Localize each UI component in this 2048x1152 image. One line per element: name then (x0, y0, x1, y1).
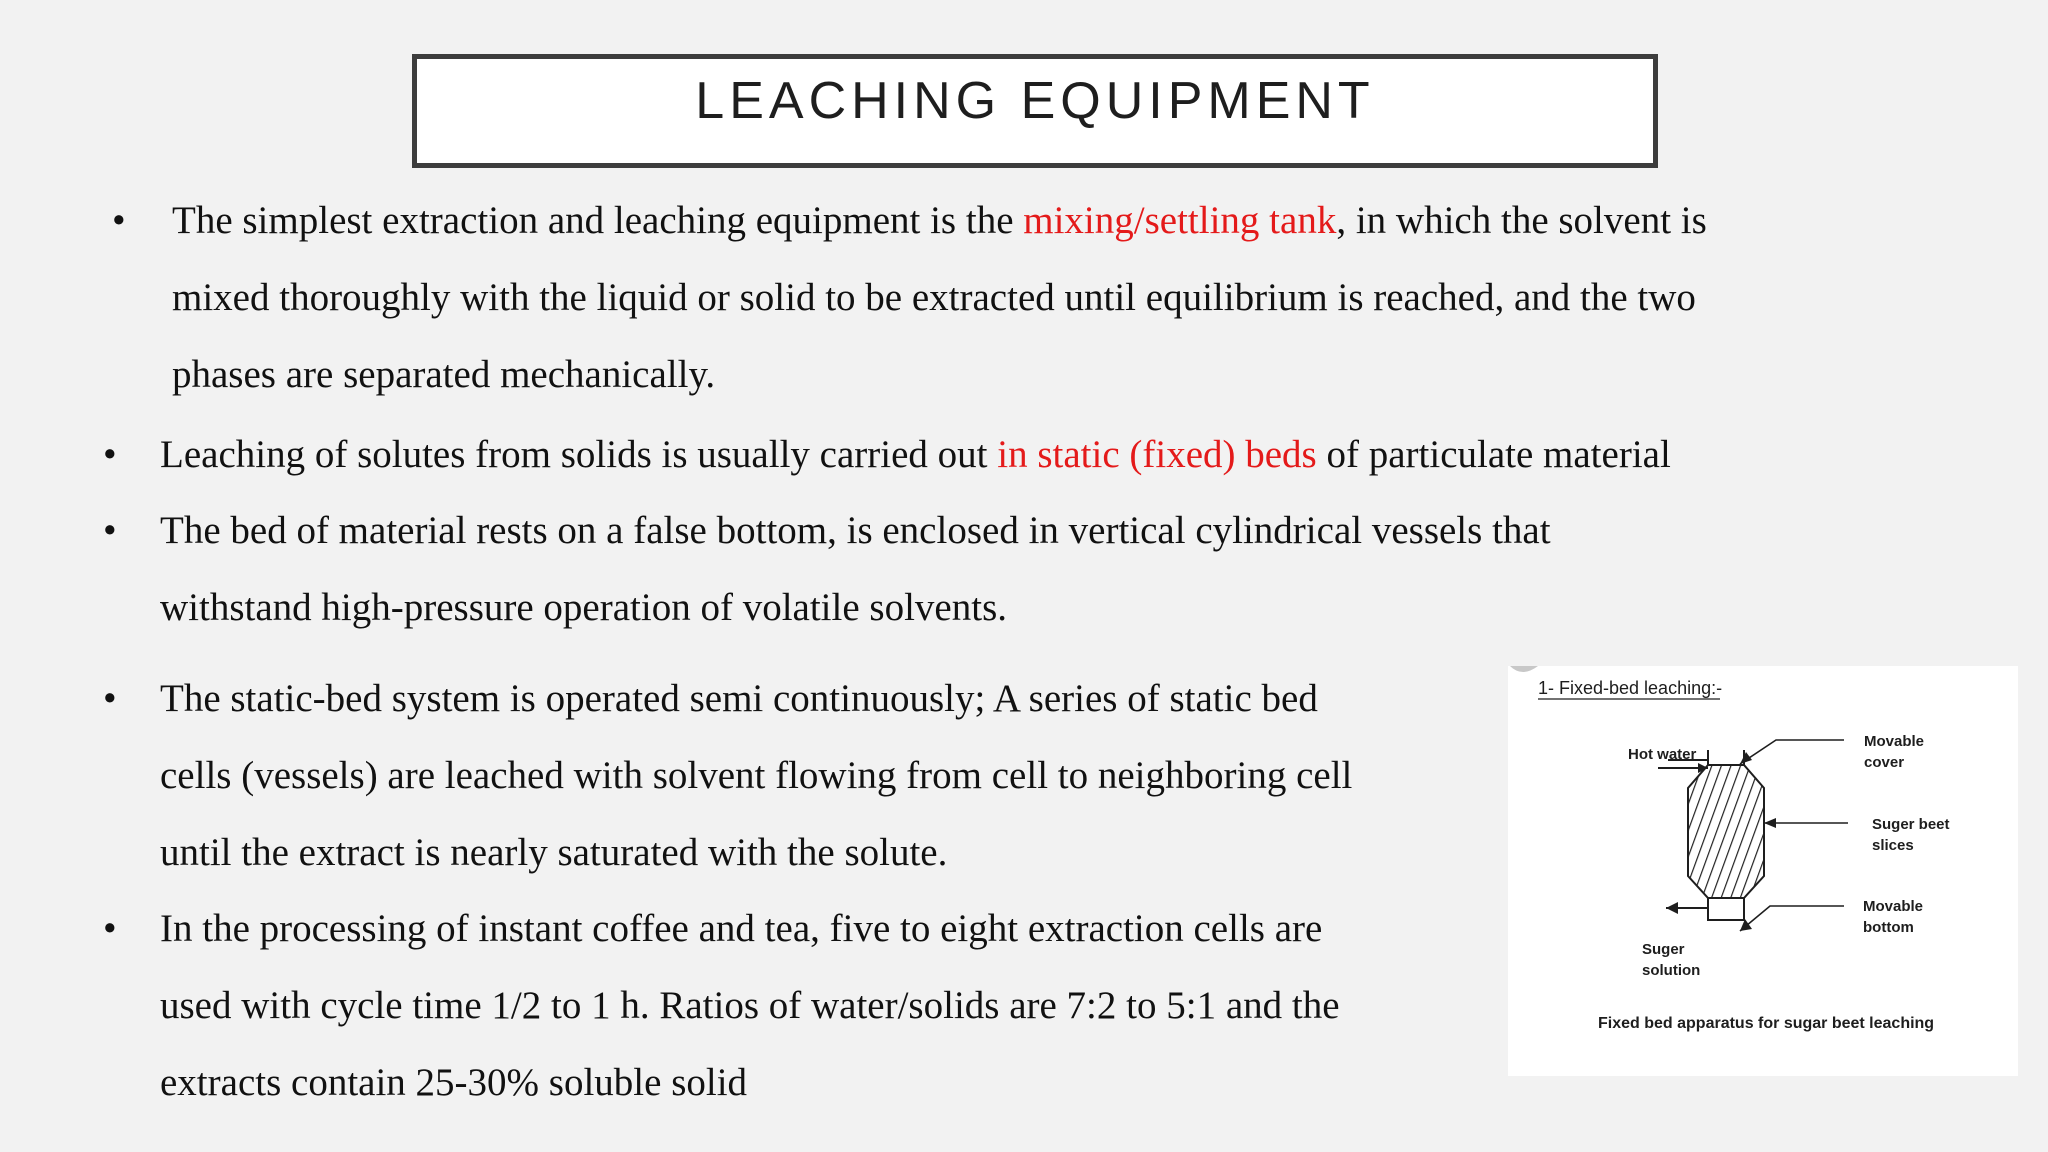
label-slices: slices (1872, 837, 1914, 854)
bullet-1-line-2: mixed thoroughly with the liquid or solid to be extracted until equilibrium is reached, and the two (172, 276, 1696, 319)
bullet-3-line-2: withstand high-pressure operation of volatile solvents. (160, 586, 1007, 629)
bullet-2-text-b: of particulate material (1316, 433, 1671, 476)
label-movable-cover-1: Movable (1864, 733, 1925, 750)
bullet-4-line-1: The static-bed system is operated semi continuously; A series of static bed (160, 677, 1318, 720)
vessel-body (1688, 765, 1764, 898)
vessel-bottom-neck (1708, 898, 1744, 920)
bullet-5-line-3: extracts contain 25-30% soluble solid (160, 1061, 748, 1104)
title-box (412, 54, 1658, 168)
label-movable-bottom-1: Movable (1863, 898, 1924, 915)
bullet-1-text-a: The simplest extraction and leaching equipment is the (172, 199, 1024, 242)
bullet-2-line-1 (160, 416, 1671, 493)
bullet-4-line-3: until the extract is nearly saturated with the solute. (160, 831, 948, 874)
slide-title: LEACHING EQUIPMENT (695, 72, 1375, 130)
leader-cover-arrow (1740, 752, 1752, 764)
label-movable-cover-2: cover (1864, 754, 1905, 771)
label-solution: solution (1642, 962, 1701, 979)
bullet-1-line-3: phases are separated mechanically. (172, 353, 716, 396)
outlet-arrow (1666, 902, 1678, 914)
label-movable-bottom-2: bottom (1863, 919, 1914, 936)
bullet-marker-3: • (103, 509, 117, 552)
figure-caption: Fixed bed apparatus for sugar beet leaching (1598, 1015, 1935, 1032)
bullet-marker-2: • (103, 433, 117, 476)
fixed-bed-figure (1508, 666, 2018, 1076)
bullet-2-text-a: Leaching of solutes from solids is usually carried out (160, 433, 998, 476)
leader-cover (1740, 740, 1844, 764)
label-suger-beet: Suger beet (1872, 816, 1950, 833)
leader-bottom (1740, 906, 1844, 931)
bullet-marker-1: • (112, 199, 126, 242)
figure-heading: 1- Fixed-bed leaching:- (1538, 678, 1723, 698)
fixed-bed-diagram (1508, 666, 2018, 1076)
label-suger: Suger (1642, 941, 1685, 958)
bullet-5-line-1: In the processing of instant coffee and tea, five to eight extraction cells are (160, 907, 1323, 950)
bullet-1-highlight: mixing/settling tank (1023, 199, 1337, 242)
leader-slices-arrow (1764, 818, 1776, 828)
bullet-4-line-2: cells (vessels) are leached with solvent flowing from cell to neighboring cell (160, 754, 1353, 797)
corner-marker (1510, 666, 1538, 672)
bullet-marker-4: • (103, 677, 117, 720)
bullet-1-text-b: , in which the solvent is (1336, 199, 1707, 242)
vessel-top-neck (1708, 750, 1744, 765)
bullet-5-line-2: used with cycle time 1/2 to 1 h. Ratios of water/solids are 7:2 to 5:1 and the (160, 984, 1340, 1027)
bullet-marker-5: • (103, 907, 117, 950)
label-hot-water: Hot water (1628, 746, 1697, 763)
bullet-3-line-1: The bed of material rests on a false bottom, is enclosed in vertical cylindrical vessels that (160, 509, 1551, 552)
bullet-2-highlight: in static (fixed) beds (997, 433, 1317, 476)
bullet-1-line-1 (172, 182, 1707, 259)
